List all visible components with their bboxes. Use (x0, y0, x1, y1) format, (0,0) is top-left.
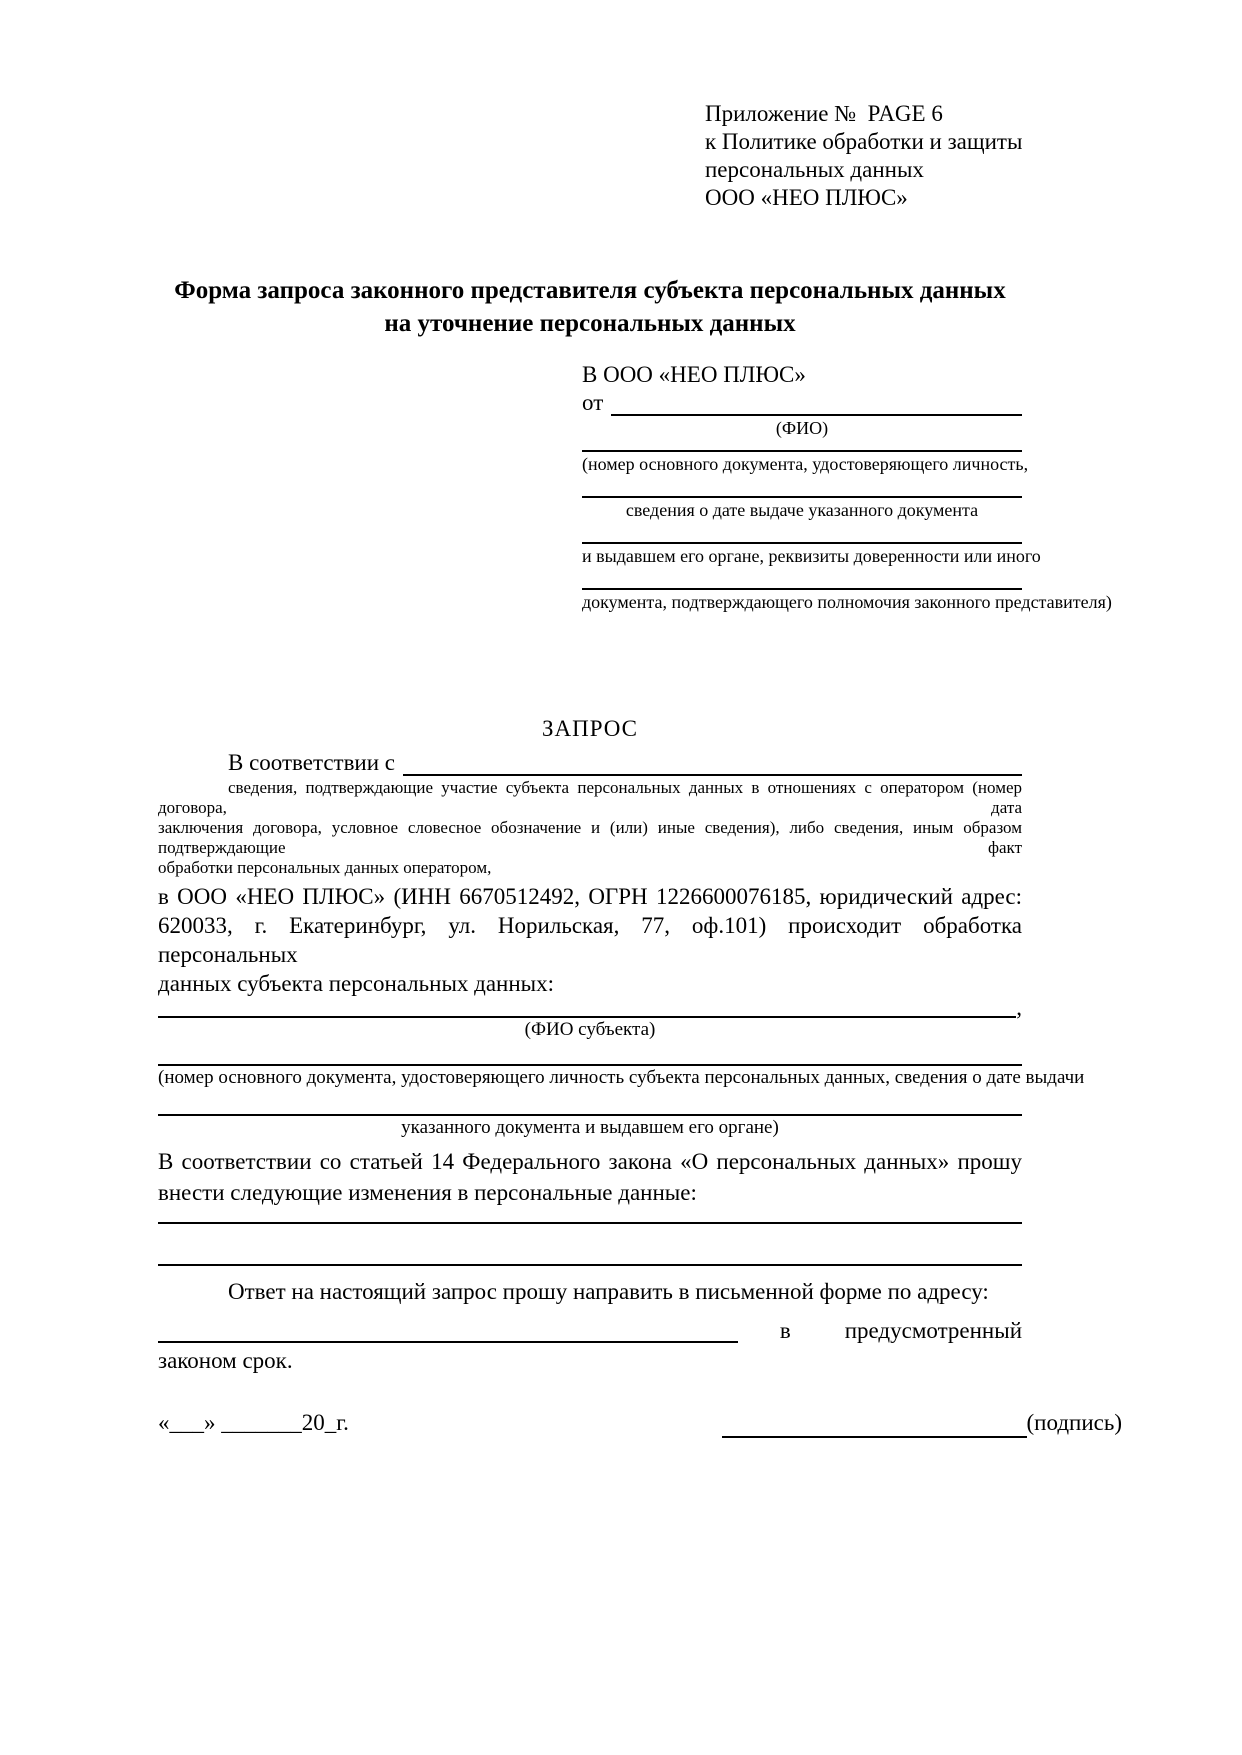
operator-line: 620033, г. Екатеринбург, ул. Норильская, 77, оф.101) происходит обработка персональных (158, 913, 1022, 967)
changes-blank-line (158, 1210, 1022, 1224)
in-accordance-label: В соответствии с (228, 750, 396, 775)
document-title (158, 274, 1022, 340)
operator-paragraph (158, 882, 1022, 998)
subject-fio-blank-line (158, 1004, 1016, 1018)
answer-paragraph: Ответ на настоящий запрос прошу направить в письменной форме по адресу: (228, 1279, 989, 1304)
request-heading: ЗАПРОС (541, 716, 639, 741)
fio-caption: (ФИО) (775, 418, 829, 438)
from-label: от (582, 390, 604, 415)
title-line: Форма запроса законного представителя субъекта персональных данных (174, 277, 1006, 304)
appendix-policy-line: к Политике обработки и защиты (705, 129, 1023, 154)
date-signature-row (158, 1408, 1122, 1438)
blank-caption: (номер основного документа, удостоверяющего личность, (582, 454, 1029, 474)
operator-line: в ООО «НЕО ПЛЮС» (ИНН 6670512492, ОГРН 1226600076185, юридический адрес: (158, 884, 1022, 909)
answer-tail: законом срок. (158, 1348, 293, 1373)
operator-line: данных субъекта персональных данных: (158, 971, 555, 996)
trailing-comma: , (1016, 995, 1022, 1020)
blank-caption: и выдавшем его органе, реквизиты доверенности или иного (582, 546, 1041, 566)
blank-caption: документа, подтверждающего полномочия законного представителя) (582, 592, 1112, 612)
blank-line (582, 440, 1022, 452)
article14-paragraph (158, 1146, 1022, 1208)
blank-line (158, 1042, 1022, 1066)
date-blank: «___» _______20_г. (158, 1410, 349, 1435)
blank-line (158, 1090, 1022, 1116)
signature-caption: (подпись) (1026, 1410, 1122, 1435)
blank-caption: сведения о дате выдаче указанного документа (625, 500, 979, 520)
from-blank-line (611, 390, 1022, 416)
header-block (158, 100, 1022, 212)
appendix-policy-line: персональных данных (705, 157, 924, 182)
in-accordance-row (158, 750, 1022, 776)
subject-doc-caption: (номер основного документа, удостоверяющего личность субъекта персональных данных, сведения о дате выдачи (158, 1067, 1085, 1088)
article14-line: внести следующие изменения в персональные данные: (158, 1180, 697, 1205)
signature-blank-line (722, 1414, 1027, 1438)
changes-blank-line (158, 1224, 1022, 1266)
subject-fio-row (158, 995, 1022, 1020)
from-row (582, 390, 1022, 416)
blank-line (582, 568, 1022, 590)
appendix-number: Приложение № PAGE 6 (705, 101, 943, 126)
article14-line: В соответствии со статьей 14 Федерального закона «О персональных данных» прошу (158, 1149, 1022, 1174)
address-blank-row (158, 1319, 1022, 1343)
subject-fio-caption: (ФИО субъекта) (524, 1019, 656, 1040)
company-name: ООО «НЕО ПЛЮС» (705, 185, 908, 210)
footnote-text (158, 778, 1022, 878)
addressee-to: В ООО «НЕО ПЛЮС» (582, 362, 806, 387)
blank-line (582, 476, 1022, 498)
answer-due-word: предусмотренный (844, 1318, 1022, 1343)
answer-in-word: в (779, 1318, 791, 1343)
in-accordance-blank-line (403, 752, 1022, 776)
footnote-line: сведения, подтверждающие участие субъекта персональных данных в отношениях с оператором (номер договора, дата (158, 778, 1022, 817)
appendix-header (705, 100, 1022, 212)
footnote-line: заключения договора, условное словесное обозначение и (или) иные сведения), либо сведения, иным образом подтверждающие факт (158, 818, 1022, 857)
footnote-line: обработки персональных данных оператором, (158, 858, 492, 877)
address-blank-line (158, 1325, 738, 1343)
signature-group (722, 1408, 1122, 1438)
title-line: на уточнение персональных данных (384, 310, 796, 337)
addressee-block (582, 360, 1112, 614)
subject-doc-caption: указанного документа и выдавшем его органе) (401, 1117, 779, 1138)
blank-line (582, 522, 1022, 544)
